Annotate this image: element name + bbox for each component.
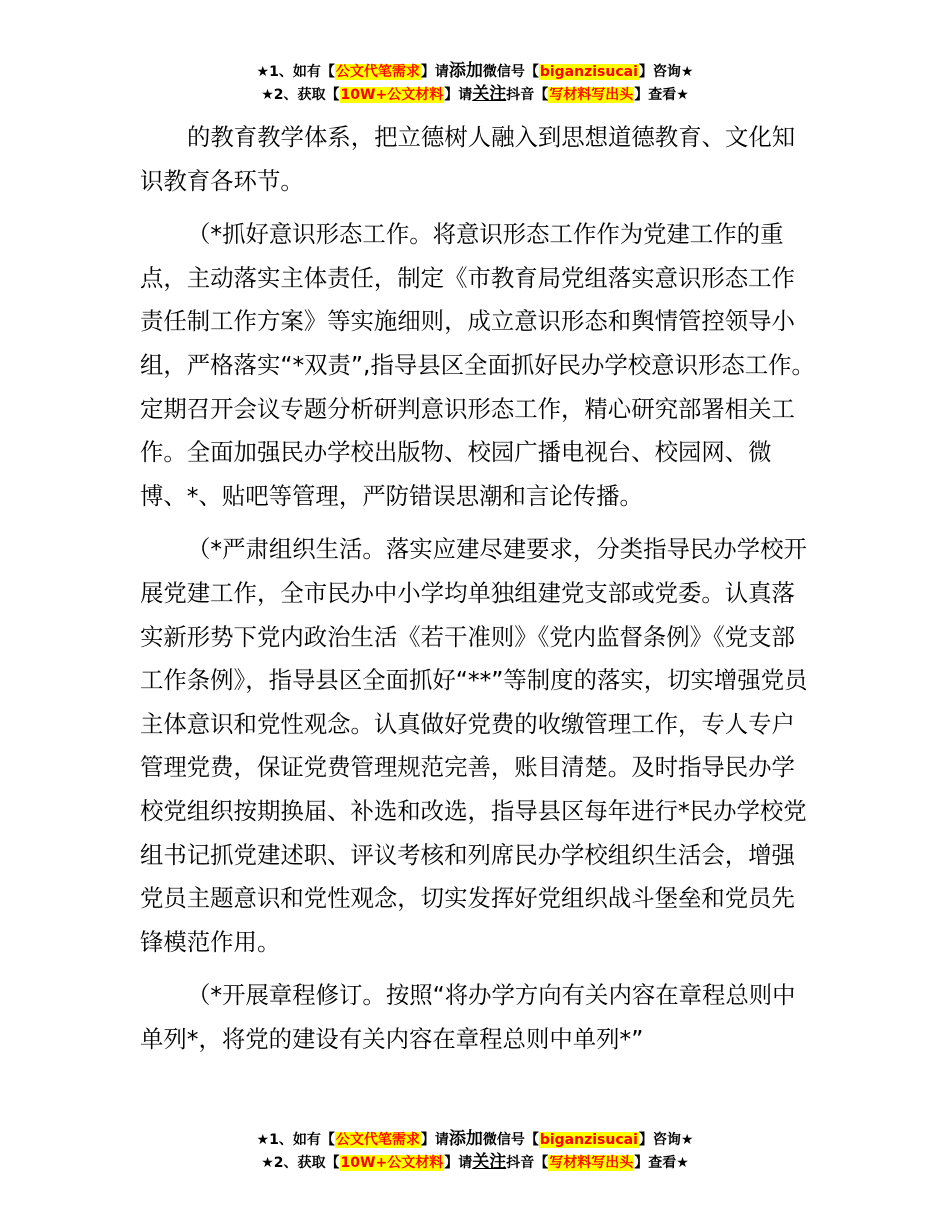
- banner-text: 微信号【: [482, 64, 539, 80]
- banner-emphasis: 关注: [472, 1152, 507, 1172]
- banner-text: 抖音【: [506, 87, 549, 103]
- highlight-wechat-id: biganzisucai: [539, 64, 638, 80]
- banner-text: 】请: [420, 64, 449, 80]
- banner-line-2: [0, 1151, 950, 1174]
- banner-text: 1、如有【: [269, 64, 335, 80]
- banner-text: 微信号【: [482, 1132, 539, 1148]
- star-icon: ★: [256, 1132, 270, 1148]
- paragraph: （*抓好意识形态工作。将意识形态工作作为党建工作的重点，主动落实主体责任，制定《市教育局党组落实意识形态工作责任制工作方案》等实施细则，成立意识形态和舆情管控领导小组，严格落实“*双责”,指导县区全面抓好民办学校意识形态工作。定期召开会议专题分析研判意识形态工作，精心研究部署相关工作。全面加强民办学校出版物、校园广播电视台、校园网、微博、*、贴吧等管理，严防错误思潮和言论传播。: [140, 220, 815, 510]
- star-icon: ★: [676, 1155, 689, 1171]
- highlight-wechat-id: biganzisucai: [539, 1132, 638, 1148]
- star-icon: ★: [256, 64, 270, 80]
- highlight-materials: 10W+公文材料: [340, 87, 444, 103]
- highlight-douyin: 写材料写出头: [549, 87, 634, 103]
- paragraph: （*严肃组织生活。落实应建尽建要求，分类指导民办学校开展党建工作，全市民办中小学均单独组建党支部或党委。认真落实新形势下党内政治生活《若干准则》《党内监督条例》《党支部工作条例》，指导县区全面抓好“**”等制度的落实，切实增强党员主体意识和党性观念。认真做好党费的收缴管理工作，专人专户管理党费，保证党费管理规范完善，账目清楚。及时指导民办学校党组织按期换届、补选和改选，指导县区每年进行*民办学校党组书记抓党建述职、评议考核和列席民办学校组织生活会，增强党员主题意识和党性观念，切实发挥好党组织战斗堡垒和党员先锋模范作用。: [140, 535, 808, 956]
- banner-text: 2、获取【: [273, 1155, 340, 1171]
- banner-text: 】咨询: [638, 1132, 681, 1148]
- highlight-service: 公文代笔需求: [335, 64, 420, 80]
- paragraph: （*开展章程修订。按照“将办学方向有关内容在章程总则中单列*，将党的建设有关内容在章程总则中单列*”: [140, 981, 796, 1053]
- highlight-materials: 10W+公文材料: [340, 1155, 444, 1171]
- banner-emphasis: 添加: [448, 1129, 483, 1149]
- banner-line-1: [0, 1128, 950, 1151]
- document-body: [140, 116, 815, 1071]
- banner-text: 抖音【: [506, 1155, 549, 1171]
- paragraph: 的教育教学体系，把立德树人融入到思想道德教育、文化知识教育各环节。: [140, 123, 796, 195]
- banner-emphasis: 添加: [448, 61, 483, 81]
- star-icon: ★: [676, 87, 689, 103]
- banner-text: 】请: [444, 87, 473, 103]
- banner-line-1: [0, 60, 950, 83]
- banner-text: 】请: [420, 1132, 449, 1148]
- banner-emphasis: 关注: [472, 84, 507, 104]
- highlight-service: 公文代笔需求: [335, 1132, 420, 1148]
- footer-banner: [0, 1128, 950, 1174]
- banner-line-2: [0, 83, 950, 106]
- banner-text: 】查看: [634, 1155, 677, 1171]
- banner-text: 】请: [444, 1155, 473, 1171]
- star-icon: ★: [680, 1132, 694, 1148]
- header-banner: [0, 60, 950, 106]
- banner-text: 】查看: [634, 87, 677, 103]
- banner-text: 】咨询: [638, 64, 681, 80]
- highlight-douyin: 写材料写出头: [549, 1155, 634, 1171]
- star-icon: ★: [261, 87, 274, 103]
- banner-text: 2、获取【: [273, 87, 340, 103]
- star-icon: ★: [261, 1155, 274, 1171]
- banner-text: 1、如有【: [269, 1132, 335, 1148]
- star-icon: ★: [680, 64, 694, 80]
